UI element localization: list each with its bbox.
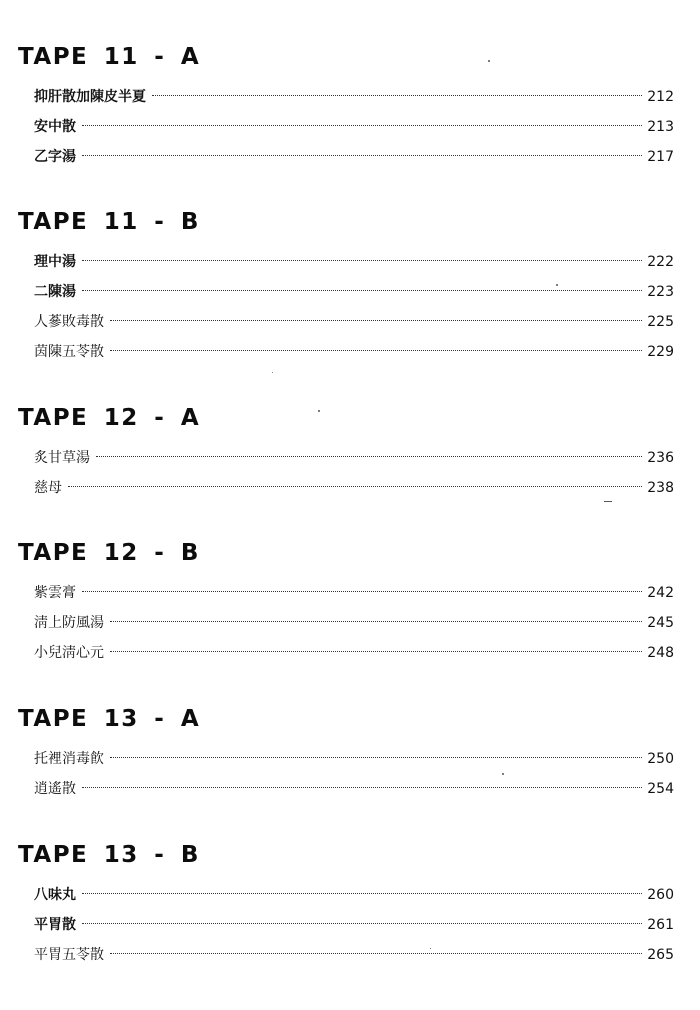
toc-entry[interactable] (22, 247, 674, 277)
entry-page-number: 245 (647, 615, 674, 631)
scan-speck (272, 372, 273, 373)
entry-page-number: 242 (647, 585, 674, 601)
entry-page-number: 238 (647, 480, 674, 496)
entry-title: 炙甘草湯 (34, 450, 90, 466)
scan-speck (488, 60, 490, 62)
entry-title: 托裡消毒飮 (34, 751, 104, 767)
entry-title: 抑肝散加陳皮半夏 (34, 89, 146, 105)
entry-page-number: 254 (647, 781, 674, 797)
entry-page-number: 229 (647, 344, 674, 360)
entry-title: 平胃五苓散 (34, 947, 104, 963)
dot-leader (110, 350, 642, 351)
toc-entry[interactable] (22, 638, 674, 668)
dot-leader (152, 95, 642, 96)
entry-title: 二陳湯 (34, 284, 76, 300)
entry-page-number: 222 (647, 254, 674, 270)
dot-leader (82, 155, 642, 156)
entry-page-number: 261 (647, 917, 674, 933)
dot-leader (96, 456, 642, 457)
toc-entry[interactable] (22, 307, 674, 337)
entry-title: 逍遙散 (34, 781, 76, 797)
entry-title: 淸上防風湯 (34, 615, 104, 631)
entry-title: 平胃散 (34, 917, 76, 933)
entry-title: 八味丸 (34, 887, 76, 903)
entry-page-number: 223 (647, 284, 674, 300)
dot-leader (110, 757, 642, 758)
section-heading: TAPE 11 - A (18, 44, 201, 70)
entry-page-number: 260 (647, 887, 674, 903)
toc-entry[interactable] (22, 277, 674, 307)
entry-title: 理中湯 (34, 254, 76, 270)
dot-leader (82, 125, 642, 126)
dot-leader (110, 621, 642, 622)
toc-entry[interactable] (22, 940, 674, 970)
entry-page-number: 265 (647, 947, 674, 963)
entry-title: 小兒淸心元 (34, 645, 104, 661)
toc-entry[interactable] (22, 443, 674, 473)
dot-leader (110, 953, 642, 954)
section-tape-11-b (18, 207, 674, 367)
entry-page-number: 225 (647, 314, 674, 330)
entry-title: 茵陳五苓散 (34, 344, 104, 360)
toc-entry[interactable] (22, 112, 674, 142)
toc-entry[interactable] (22, 82, 674, 112)
section-tape-11-a (18, 42, 674, 172)
dot-leader (82, 290, 642, 291)
entry-title: 人蔘敗毒散 (34, 314, 104, 330)
entry-title: 乙字湯 (34, 149, 76, 165)
section-tape-13-a (18, 704, 674, 804)
dot-leader (82, 787, 642, 788)
dot-leader (82, 260, 642, 261)
section-heading: TAPE 12 - A (18, 405, 201, 431)
section-heading: TAPE 12 - B (18, 540, 200, 566)
entry-page-number: 213 (647, 119, 674, 135)
entry-page-number: 248 (647, 645, 674, 661)
scan-speck (604, 501, 612, 502)
scan-speck (556, 284, 558, 286)
scan-speck (318, 410, 320, 412)
dot-leader (110, 651, 642, 652)
toc-entry[interactable] (22, 473, 674, 503)
section-tape-12-a (18, 403, 674, 503)
scan-speck (430, 948, 431, 949)
entry-title: 安中散 (34, 119, 76, 135)
toc-entry[interactable] (22, 142, 674, 172)
toc-entry[interactable] (22, 744, 674, 774)
entry-title: 紫雲膏 (34, 585, 76, 601)
section-heading: TAPE 11 - B (18, 209, 200, 235)
dot-leader (82, 591, 642, 592)
toc-entry[interactable] (22, 774, 674, 804)
entry-page-number: 250 (647, 751, 674, 767)
dot-leader (68, 486, 642, 487)
dot-leader (82, 893, 642, 894)
toc-entry[interactable] (22, 910, 674, 940)
scan-speck (502, 773, 504, 775)
section-heading: TAPE 13 - B (18, 842, 200, 868)
toc-entry[interactable] (22, 578, 674, 608)
entry-page-number: 212 (647, 89, 674, 105)
entry-title: 慈母 (34, 480, 62, 496)
toc-entry[interactable] (22, 880, 674, 910)
dot-leader (82, 923, 642, 924)
dot-leader (110, 320, 642, 321)
entry-page-number: 236 (647, 450, 674, 466)
toc-entry[interactable] (22, 337, 674, 367)
section-tape-12-b (18, 538, 674, 668)
toc-entry[interactable] (22, 608, 674, 638)
section-heading: TAPE 13 - A (18, 706, 201, 732)
entry-page-number: 217 (647, 149, 674, 165)
section-tape-13-b (18, 840, 674, 970)
